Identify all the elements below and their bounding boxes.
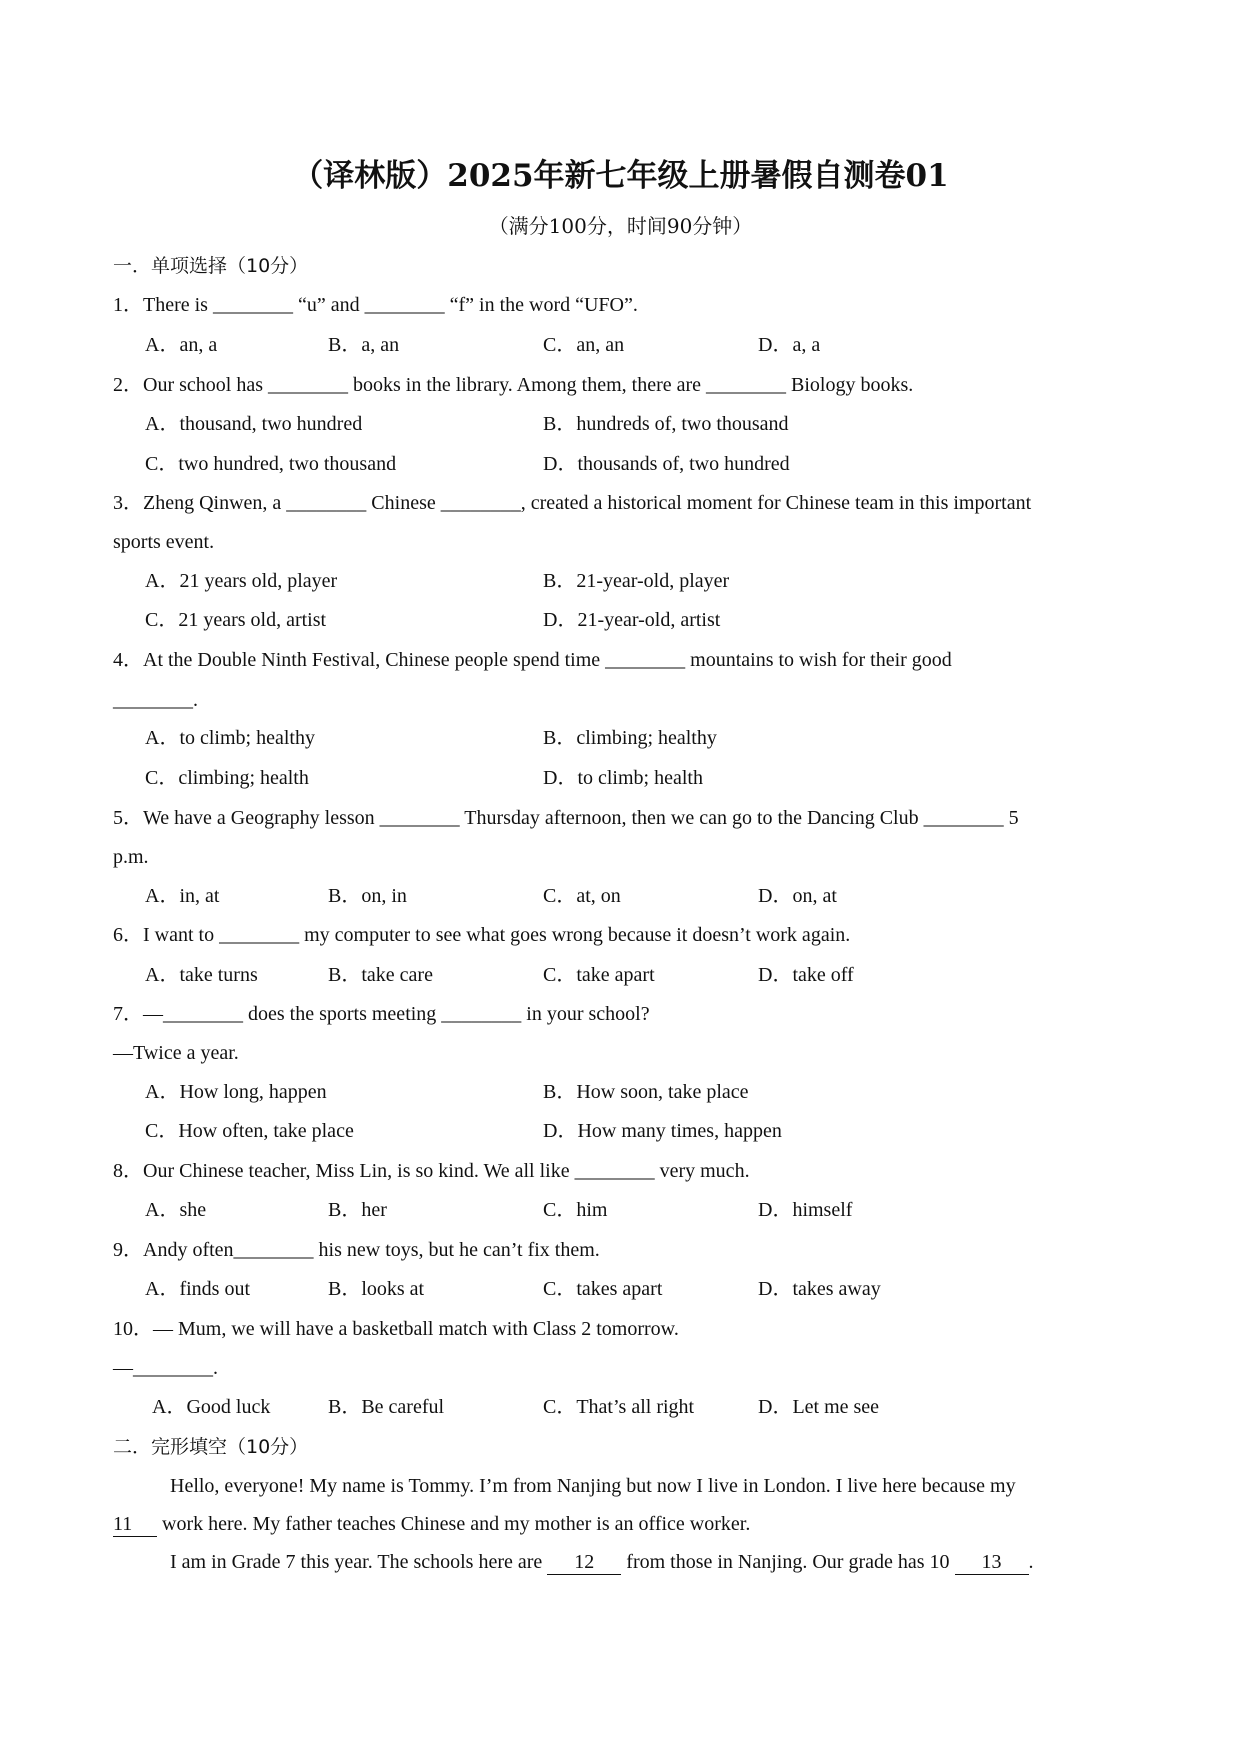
cloze-text: I am in Grade 7 this year. The schools here are [170, 1551, 548, 1573]
question-1-stem: 1．There is ________ “u” and ________ “f” in the word “UFO”. [113, 294, 638, 316]
cloze-text: . [1028, 1551, 1034, 1573]
q2-option-d: D．thousands of, two hundred [543, 453, 790, 475]
q1-option-d: D．a, a [758, 334, 821, 356]
q9-option-a: A．finds out [145, 1278, 250, 1300]
q4-option-b: B．climbing; healthy [543, 727, 717, 749]
q10-option-a: A．Good luck [152, 1396, 271, 1418]
question-6-stem: 6．I want to ________ my computer to see what goes wrong because it doesn’t work again. [113, 924, 851, 946]
q10-option-d: D．Let me see [758, 1396, 880, 1418]
question-5-stem: 5．We have a Geography lesson ________ Thursday afternoon, then we can go to the Dancing Club ________ 5 [113, 807, 1019, 829]
question-7-stem: 7．—________ does the sports meeting ________ in your school? [113, 1003, 650, 1025]
q4-option-a: A．to climb; healthy [145, 727, 315, 749]
q1-option-b: B．a, an [328, 334, 400, 356]
page-title: （译林版）2025年新七年级上册暑假自测卷01 [292, 158, 949, 194]
q3-option-c: C．21 years old, artist [145, 609, 327, 631]
q7-option-b: B．How soon, take place [543, 1081, 749, 1103]
cloze-text: work here. My father teaches Chinese and my mother is an office worker. [157, 1513, 751, 1535]
section-heading-cloze: 二．完形填空（10分） [113, 1436, 309, 1458]
q3-option-d: D．21-year-old, artist [543, 609, 721, 631]
question-9-stem: 9．Andy often________ his new toys, but he can’t fix them. [113, 1239, 600, 1261]
q2-option-a: A．thousand, two hundred [145, 413, 363, 435]
q4-option-d: D．to climb; health [543, 767, 703, 789]
question-3-stem-continued: sports event. [113, 531, 215, 553]
cloze-text: from those in Nanjing. Our grade has 10 [621, 1551, 955, 1573]
q8-option-d: D．himself [758, 1199, 853, 1221]
question-5-stem-continued: p.m. [113, 846, 149, 868]
question-7-reply: —Twice a year. [113, 1042, 239, 1064]
cloze-paragraph-1-line-1: Hello, everyone! My name is Tommy. I’m from Nanjing but now I live in London. I live here because my [170, 1475, 1016, 1497]
cloze-paragraph-2-line-1 [170, 1550, 1034, 1575]
q5-option-b: B．on, in [328, 885, 407, 907]
q6-option-a: A．take turns [145, 964, 258, 986]
q8-option-a: A．she [145, 1199, 207, 1221]
q9-option-b: B．looks at [328, 1278, 425, 1300]
q1-option-c: C．an, an [543, 334, 625, 356]
cloze-blank-11: 11 [113, 1512, 157, 1537]
question-10-reply: —________. [113, 1357, 218, 1379]
section-heading-single-choice: 一．单项选择（10分） [113, 255, 309, 277]
q7-option-d: D．How many times, happen [543, 1120, 782, 1142]
question-3-stem: 3．Zheng Qinwen, a ________ Chinese ________, created a historical moment for Chinese team in this important [113, 492, 1032, 514]
q9-option-d: D．takes away [758, 1278, 881, 1300]
q10-option-c: C．That’s all right [543, 1396, 695, 1418]
page-subtitle: （满分100分，时间90分钟） [488, 214, 753, 238]
q8-option-c: C．him [543, 1199, 608, 1221]
q8-option-b: B．her [328, 1199, 387, 1221]
question-4-stem: 4．At the Double Ninth Festival, Chinese people spend time ________ mountains to wish for their good [113, 649, 952, 671]
q5-option-c: C．at, on [543, 885, 621, 907]
q9-option-c: C．takes apart [543, 1278, 663, 1300]
q5-option-d: D．on, at [758, 885, 837, 907]
cloze-paragraph-1-line-2 [113, 1512, 750, 1537]
question-10-stem: 10．— Mum, we will have a basketball match with Class 2 tomorrow. [113, 1318, 679, 1340]
q2-option-c: C．two hundred, two thousand [145, 453, 397, 475]
q3-option-b: B．21-year-old, player [543, 570, 730, 592]
cloze-blank-13: 13 [955, 1550, 1029, 1575]
question-4-stem-continued: ________. [113, 689, 198, 711]
q5-option-a: A．in, at [145, 885, 220, 907]
q4-option-c: C．climbing; health [145, 767, 309, 789]
q7-option-a: A．How long, happen [145, 1081, 327, 1103]
q6-option-c: C．take apart [543, 964, 655, 986]
q10-option-b: B．Be careful [328, 1396, 445, 1418]
q7-option-c: C．How often, take place [145, 1120, 354, 1142]
question-8-stem: 8．Our Chinese teacher, Miss Lin, is so kind. We all like ________ very much. [113, 1160, 750, 1182]
q1-option-a: A．an, a [145, 334, 218, 356]
q6-option-d: D．take off [758, 964, 854, 986]
q6-option-b: B．take care [328, 964, 433, 986]
q2-option-b: B．hundreds of, two thousand [543, 413, 789, 435]
cloze-blank-12: 12 [547, 1550, 621, 1575]
question-2-stem: 2．Our school has ________ books in the library. Among them, there are ________ Biology books. [113, 374, 914, 396]
q3-option-a: A．21 years old, player [145, 570, 338, 592]
